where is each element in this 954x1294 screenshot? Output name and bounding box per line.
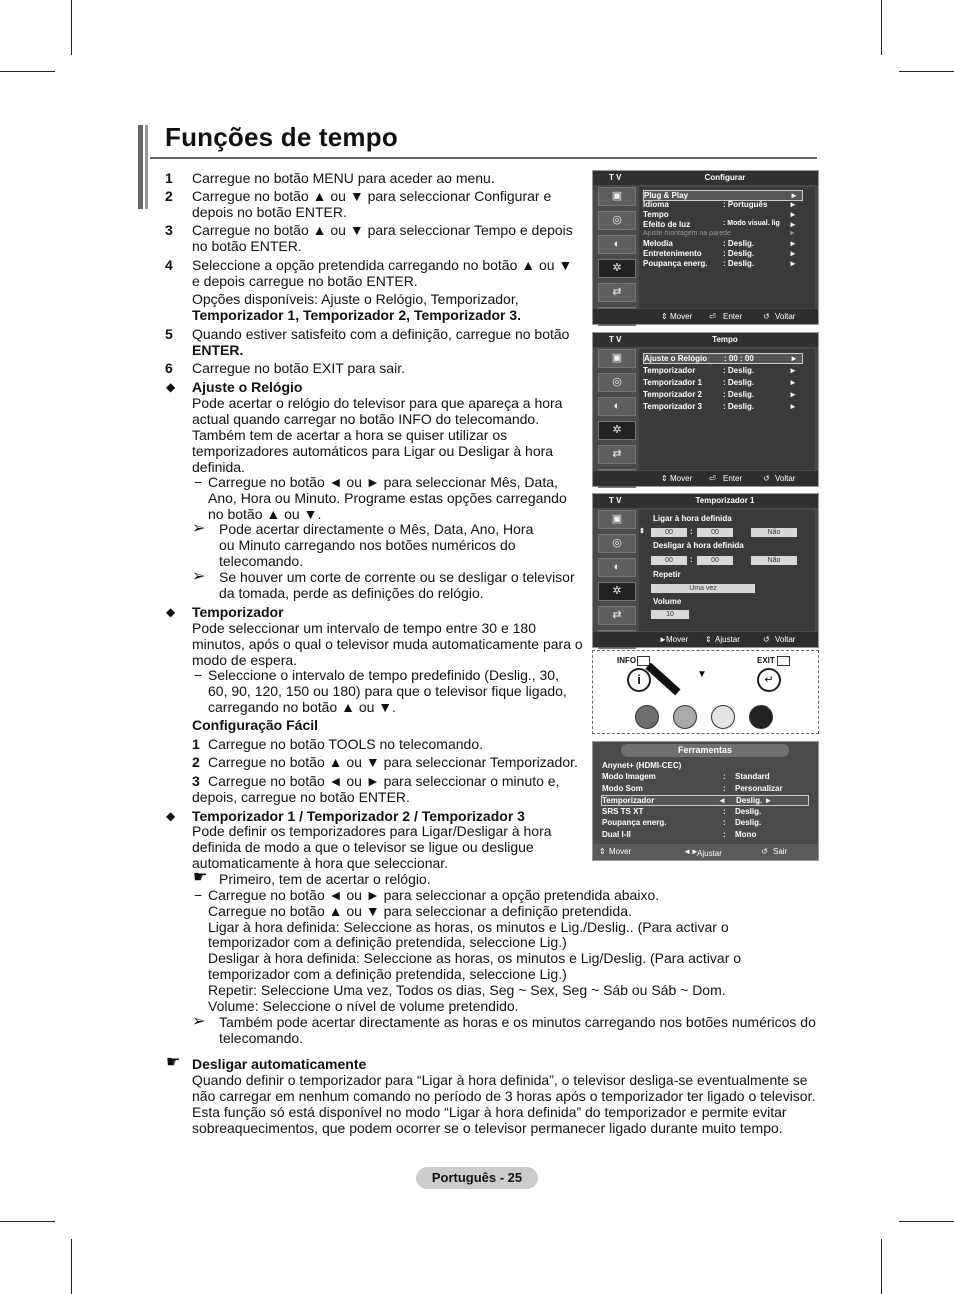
paragraph-line: não carregar em nenhum comando no período de 3 horas após o temporizador ter ligado o televisor. bbox=[192, 1088, 816, 1104]
adjust-icon: ⇕ bbox=[705, 635, 712, 644]
step-number: 2 bbox=[165, 188, 173, 204]
setup-icon[interactable]: ✲ bbox=[598, 259, 636, 278]
step-text: Opções disponíveis: Ajuste o Relógio, Temporizador, bbox=[192, 291, 519, 307]
crop-mark bbox=[881, 0, 882, 55]
time-separator: : bbox=[690, 555, 693, 564]
channel-icon[interactable]: ◐ bbox=[598, 235, 636, 254]
tools-menu bbox=[592, 741, 819, 861]
paragraph-line: temporizador com a definição pretendida, seleccione Lig.) bbox=[208, 966, 567, 982]
paragraph-line: Desligar à hora definida: Seleccione as horas, os minutos e Lig/Deslig. (Para activar o bbox=[208, 950, 742, 966]
return-icon: ↺ bbox=[763, 312, 770, 321]
paragraph-line: telecomando. bbox=[219, 553, 304, 569]
step-text: depois, carregue no botão ENTER. bbox=[192, 789, 410, 805]
volume-label: Volume bbox=[653, 597, 682, 606]
note-arrow-icon: ➢ bbox=[192, 520, 206, 537]
dash-bullet: − bbox=[194, 474, 203, 490]
channel-icon[interactable]: ◐ bbox=[598, 558, 636, 577]
red-button[interactable] bbox=[635, 705, 659, 729]
step-number: 2 bbox=[192, 754, 200, 770]
step-text: no botão ENTER. bbox=[192, 238, 302, 254]
step-number: 3 bbox=[192, 773, 200, 789]
on-timer-label: Ligar à hora definida bbox=[653, 514, 732, 523]
hint-move: Mover bbox=[670, 474, 693, 483]
osd-configurar bbox=[592, 170, 819, 325]
step-number: 1 bbox=[192, 736, 200, 752]
on-minute-field[interactable]: 00 bbox=[697, 528, 733, 537]
hint-adjust: Ajustar bbox=[697, 849, 722, 858]
repeat-label: Repetir bbox=[653, 570, 681, 579]
yellow-button[interactable] bbox=[711, 705, 735, 729]
note-arrow-icon: ➢ bbox=[192, 568, 206, 585]
step-text: Quando estiver satisfeito com a definição, carregue no botão bbox=[192, 326, 570, 342]
hint-move: Mover bbox=[666, 635, 689, 644]
hint-move: Mover bbox=[670, 312, 693, 321]
hint-enter: Enter bbox=[723, 312, 743, 321]
paragraph-line: 60, 90, 120, 150 ou 180) para que o televisor fique ligado, bbox=[208, 683, 567, 699]
paragraph-line: Primeiro, tem de acertar o relógio. bbox=[219, 871, 431, 887]
sound-icon[interactable]: ◎ bbox=[598, 534, 636, 553]
paragraph-line: da tomada, perde as definições do relógio. bbox=[219, 585, 484, 601]
paragraph-line: Também tem de acertar a hora se quiser utilizar os bbox=[192, 427, 508, 443]
paragraph-line: sobreaquecimentos, que podem ocorrer se o televisor permanecer ligado durante muito tempo. bbox=[192, 1120, 783, 1136]
osd-source: T V bbox=[609, 496, 622, 505]
paragraph-line: Carregue no botão ◄ ou ► para seleccionar Mês, Data, bbox=[208, 474, 558, 490]
osd-panel bbox=[639, 187, 815, 308]
paragraph-line: ou Minuto carregando nos botões numéricos do bbox=[219, 537, 516, 553]
paragraph-line: no botão ▲ ou ▼. bbox=[208, 506, 322, 522]
off-activate-field[interactable]: Não bbox=[751, 556, 797, 565]
return-icon: ↺ bbox=[763, 635, 770, 644]
volume-field[interactable]: 10 bbox=[651, 610, 689, 619]
step-number: 3 bbox=[165, 222, 173, 238]
osd-title: Tempo bbox=[712, 335, 738, 344]
off-hour-field[interactable]: 00 bbox=[651, 556, 687, 565]
picture-icon[interactable]: ▣ bbox=[598, 510, 636, 529]
step-text: Carregue no botão TOOLS no telecomando. bbox=[208, 736, 483, 752]
paragraph-line: definida de modo a que o televisor se ligue ou desligue bbox=[192, 839, 534, 855]
dash-bullet: − bbox=[194, 667, 203, 683]
paragraph-line: telecomando. bbox=[219, 1030, 304, 1046]
tools-title: Ferramentas bbox=[621, 744, 789, 757]
menu-item-temporizador[interactable]: Temporizador : Deslig. ► bbox=[643, 366, 797, 375]
osd-panel bbox=[639, 510, 815, 631]
arrow-right-icon: ► bbox=[659, 635, 667, 644]
enter-icon: ⏎ bbox=[709, 312, 716, 321]
menu-item-efeito-luz[interactable]: Efeito de luz : Modo visual. lig ► bbox=[643, 220, 797, 229]
crop-mark bbox=[71, 1239, 72, 1294]
osd-source: T V bbox=[609, 173, 622, 182]
hint-adjust: Ajustar bbox=[715, 635, 740, 644]
menu-item-temporizador-2[interactable]: Temporizador 2 : Deslig. ► bbox=[643, 390, 797, 399]
paragraph-line: temporizador com a definição pretendida, seleccione Lig.) bbox=[208, 934, 567, 950]
step-text: Carregue no botão ▲ ou ▼ para seleccionar Configurar e bbox=[192, 188, 552, 204]
move-icon: ⇕ bbox=[599, 847, 606, 856]
move-icon: ⇕ bbox=[661, 312, 668, 321]
tools-item-poupanca[interactable]: Poupança energ. : Deslig. bbox=[602, 818, 762, 827]
step-text: e depois carregue no botão ENTER. bbox=[192, 273, 418, 289]
blue-button[interactable] bbox=[749, 705, 773, 729]
info-button[interactable]: i bbox=[627, 668, 651, 692]
input-icon[interactable]: ⇄ bbox=[598, 283, 636, 302]
input-icon[interactable]: ⇄ bbox=[598, 606, 636, 625]
menu-item-ajuste-relogio[interactable]: Ajuste o Relógio : 00 : 00 ► bbox=[643, 353, 803, 364]
sound-icon[interactable]: ◎ bbox=[598, 373, 636, 392]
remote-illustration bbox=[592, 650, 819, 734]
up-down-icon: ⇕ bbox=[639, 528, 645, 535]
sound-icon[interactable]: ◎ bbox=[598, 211, 636, 230]
exit-button-label: EXIT bbox=[757, 656, 775, 665]
crop-mark bbox=[881, 1239, 882, 1294]
paragraph-line: Carregue no botão ▲ ou ▼ para seleccionar a definição pretendida. bbox=[208, 903, 632, 919]
off-minute-field[interactable]: 00 bbox=[697, 556, 733, 565]
step-text: depois no botão ENTER. bbox=[192, 204, 347, 220]
step-text: Temporizador 1, Temporizador 2, Temporizador 3. bbox=[192, 307, 522, 323]
step-number: 5 bbox=[165, 326, 173, 342]
step-text: Carregue no botão MENU para aceder ao menu. bbox=[192, 170, 495, 186]
osd-panel bbox=[639, 349, 815, 470]
dash-bullet: − bbox=[194, 887, 203, 903]
section-heading: Temporizador 1 / Temporizador 2 / Temporizador 3 bbox=[192, 808, 525, 824]
hint-exit: Sair bbox=[773, 847, 788, 856]
enter-icon: ⏎ bbox=[709, 474, 716, 483]
paragraph-line: Também pode acertar directamente as horas e os minutos carregando nos botões numéricos do bbox=[219, 1014, 816, 1030]
title-rule bbox=[150, 157, 817, 159]
repeat-field[interactable]: Uma vez bbox=[651, 584, 755, 593]
tools-item-dual[interactable]: Dual I-II : Mono bbox=[602, 830, 757, 839]
section-heading: Ajuste o Relógio bbox=[192, 379, 303, 395]
menu-item-entretenimento[interactable]: Entretenimento : Deslig. ► bbox=[643, 249, 797, 258]
step-text: Carregue no botão ◄ ou ► para seleccionar o minuto e, bbox=[208, 773, 560, 789]
paragraph-line: Carregue no botão ◄ ou ► para seleccionar a opção pretendida abaixo. bbox=[208, 887, 660, 903]
paragraph-line: Pode acertar directamente o Mês, Data, Ano, Hora bbox=[219, 521, 534, 537]
crop-mark bbox=[71, 0, 72, 55]
off-timer-label: Desligar à hora definida bbox=[653, 541, 744, 550]
setup-icon[interactable]: ✲ bbox=[598, 421, 636, 440]
step-text: Seleccione a opção pretendida carregando no botão ▲ ou ▼ bbox=[192, 257, 573, 273]
diamond-bullet: ◆ bbox=[166, 809, 176, 823]
paragraph-line: definida. bbox=[192, 459, 245, 475]
osd-footer bbox=[593, 309, 818, 324]
paragraph-line: Pode seleccionar um intervalo de tempo entre 30 e 180 bbox=[192, 620, 536, 636]
hint-enter: Enter bbox=[723, 474, 743, 483]
paragraph-line: Se houver um corte de corrente ou se desligar o televisor bbox=[219, 569, 575, 585]
menu-item-melodia[interactable]: Melodia : Deslig. ► bbox=[643, 239, 797, 248]
paragraph-line: automaticamente à hora que seleccionar. bbox=[192, 855, 449, 871]
osd-title: Configurar bbox=[704, 173, 746, 182]
step-text: Carregue no botão EXIT para sair. bbox=[192, 360, 405, 376]
osd-tempo bbox=[592, 332, 819, 487]
paragraph-line: temporizadores automáticos para Ligar ou Desligar à hora bbox=[192, 443, 554, 459]
paragraph-line: Ano, Hora ou Minuto. Programe estas opções carregando bbox=[208, 490, 567, 506]
tools-footer bbox=[593, 844, 818, 860]
section-heading: Temporizador bbox=[192, 604, 284, 620]
step-text: ENTER. bbox=[192, 342, 244, 358]
input-icon[interactable]: ⇄ bbox=[598, 445, 636, 464]
pointing-hand-icon: ☛ bbox=[193, 869, 208, 886]
time-separator: : bbox=[690, 527, 693, 536]
hint-move: Mover bbox=[609, 847, 632, 856]
page-title: Funções de tempo bbox=[165, 122, 398, 152]
page-number: Português - 25 bbox=[416, 1167, 538, 1189]
channel-icon[interactable]: ◐ bbox=[598, 397, 636, 416]
subheading: Configuração Fácil bbox=[192, 717, 319, 733]
on-activate-field[interactable]: Não bbox=[751, 528, 797, 537]
paragraph-line: modo de espera. bbox=[192, 652, 298, 668]
return-icon: ↺ bbox=[763, 474, 770, 483]
paragraph-line: minutos, após o qual o televisor muda automaticamente para o bbox=[192, 636, 583, 652]
picture-icon[interactable]: ▣ bbox=[598, 349, 636, 368]
crop-mark bbox=[899, 71, 954, 72]
crop-mark bbox=[0, 71, 55, 72]
crop-mark bbox=[0, 1221, 55, 1222]
green-button[interactable] bbox=[673, 705, 697, 729]
exit-icon bbox=[777, 656, 790, 666]
on-hour-field[interactable]: 00 bbox=[651, 528, 687, 537]
paragraph-line: Seleccione o intervalo de tempo predefinido (Deslig., 30, bbox=[208, 667, 559, 683]
tools-item-anynet[interactable]: Anynet+ (HDMI-CEC) bbox=[602, 761, 682, 770]
tools-item-temporizador[interactable]: Temporizador ◄ Deslig. ► bbox=[601, 795, 809, 806]
step-number: 4 bbox=[165, 257, 173, 273]
menu-item-idioma[interactable]: Idioma : Português ► bbox=[643, 200, 797, 209]
info-button-label: INFO bbox=[617, 656, 637, 665]
paragraph-line: Volume: Seleccione o nível de volume pretendido. bbox=[208, 998, 519, 1014]
paragraph-line: actual quando carregar no botão INFO do telecomando. bbox=[192, 411, 540, 427]
osd-title: Temporizador 1 bbox=[695, 496, 755, 505]
paragraph-line: Esta função só está disponível no modo “Ligar à hora definida” do temporizador e permite evitar bbox=[192, 1104, 787, 1120]
return-icon: ↺ bbox=[761, 847, 768, 856]
arrow-down-icon: ▼ bbox=[697, 669, 707, 680]
menu-item-temporizador-1[interactable]: Temporizador 1 : Deslig. ► bbox=[643, 378, 797, 387]
exit-button[interactable]: ↵ bbox=[757, 668, 781, 692]
paragraph-line: Pode definir os temporizadores para Ligar/Desligar à hora bbox=[192, 823, 552, 839]
step-number: 6 bbox=[165, 360, 173, 376]
menu-item-temporizador-3[interactable]: Temporizador 3 : Deslig. ► bbox=[643, 402, 797, 411]
tools-item-srs[interactable]: SRS TS XT : Deslig. bbox=[602, 807, 762, 816]
hint-back: Voltar bbox=[775, 474, 796, 483]
paragraph-line: Quando definir o temporizador para “Ligar à hora definida”, o televisor desliga-se eventualmente se bbox=[192, 1072, 808, 1088]
section-heading: Desligar automaticamente bbox=[192, 1056, 367, 1072]
paragraph-line: carregando no botão ▲ ou ▼. bbox=[208, 699, 397, 715]
tools-item-modo-imagem[interactable]: Modo Imagem : Standard bbox=[602, 772, 770, 781]
adjust-icon: ◄► bbox=[683, 847, 699, 856]
setup-icon[interactable]: ✲ bbox=[598, 582, 636, 601]
crop-mark bbox=[899, 1221, 954, 1222]
tools-item-modo-som[interactable]: Modo Som : Personalizar bbox=[602, 784, 783, 793]
menu-item-poupanca[interactable]: Poupança energ. : Deslig. ► bbox=[643, 259, 797, 268]
paragraph-line: Pode acertar o relógio do televisor para que apareça a hora bbox=[192, 395, 563, 411]
paragraph-line: Ligar à hora definida: Seleccione as horas, os minutos e Lig./Deslig.. (Para activar o bbox=[208, 919, 729, 935]
osd-footer bbox=[593, 632, 818, 647]
osd-temporizador-1 bbox=[592, 493, 819, 648]
note-arrow-icon: ➢ bbox=[192, 1013, 206, 1030]
picture-icon[interactable]: ▣ bbox=[598, 187, 636, 206]
step-number: 1 bbox=[165, 170, 173, 186]
osd-footer bbox=[593, 471, 818, 486]
osd-source: T V bbox=[609, 335, 622, 344]
diamond-bullet: ◆ bbox=[166, 605, 176, 619]
menu-item-wall-mount: Ajuste montagem na parede ► bbox=[643, 230, 796, 237]
paragraph-line: Repetir: Seleccione Uma vez, Todos os dias, Seg ~ Sex, Seg ~ Sáb ou Sáb ~ Dom. bbox=[208, 982, 726, 998]
menu-item-plug-play[interactable]: Plug & Play ► bbox=[643, 190, 803, 201]
step-text: Carregue no botão ▲ ou ▼ para seleccionar Tempo e depois bbox=[192, 222, 573, 238]
pointing-hand-icon: ☛ bbox=[166, 1054, 181, 1071]
step-text: Carregue no botão ▲ ou ▼ para seleccionar Temporizador. bbox=[208, 754, 578, 770]
move-icon: ⇕ bbox=[661, 474, 668, 483]
hint-back: Voltar bbox=[775, 635, 796, 644]
menu-item-tempo[interactable]: Tempo ► bbox=[643, 210, 797, 219]
diamond-bullet: ◆ bbox=[166, 380, 176, 394]
hint-back: Voltar bbox=[775, 312, 796, 321]
